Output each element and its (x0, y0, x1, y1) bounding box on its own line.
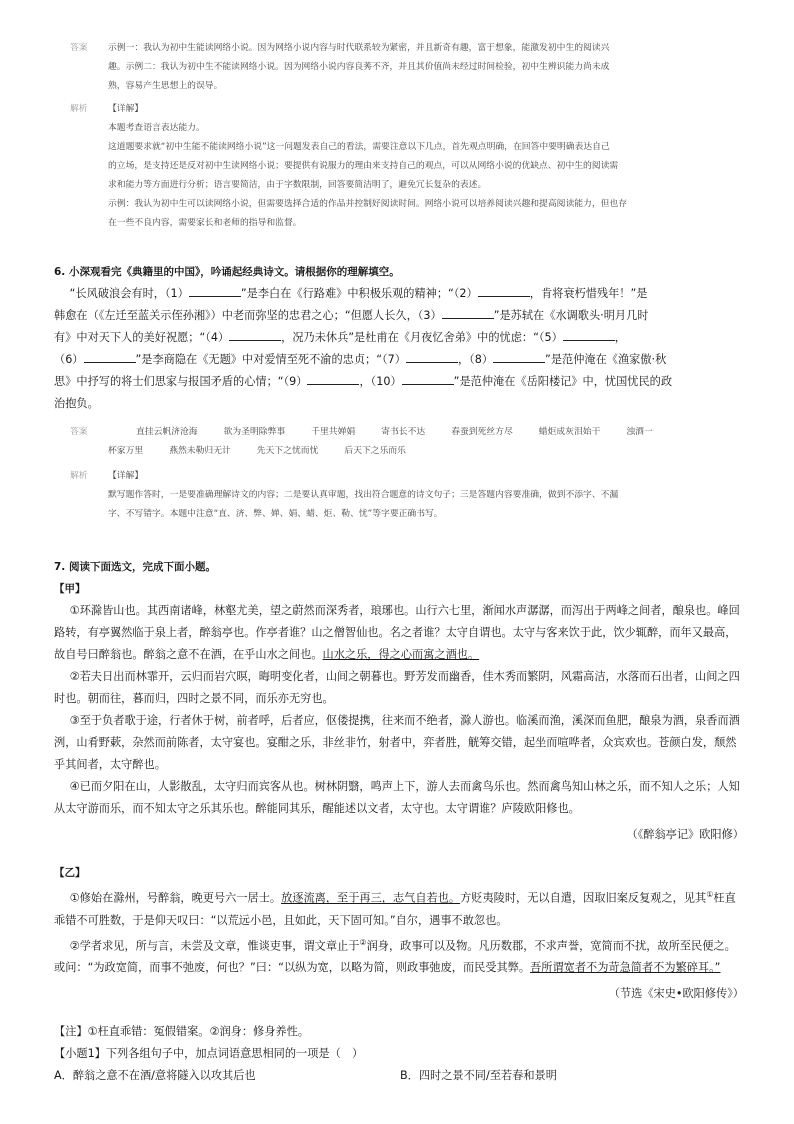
blank-5[interactable] (563, 328, 615, 341)
blank-2[interactable] (478, 284, 530, 297)
analysis-line: 求和能力等方面进行分析；语言要简洁，由于字数限制，回答要简洁明了，避免冗长复杂的表述。 (108, 180, 487, 190)
answers-row (108, 442, 740, 461)
answer-item: 寄书长不达 (381, 427, 426, 437)
answer-item: 先天下之忧而忧 (256, 446, 319, 456)
analysis-line: 在一些不良内容，需要家长和老师的指导和监督。 (108, 218, 302, 228)
answer-tag: 答案 (70, 427, 88, 437)
analysis-line: 示例：我认为初中生可以读网络小说，但需要选择合适的作品并控制好阅读时间。网络小说可以培养阅读兴趣和提高阅读能力，但也存 (108, 199, 628, 209)
q6-line-2: 韩愈在（《左迁至蓝关示侄孙湘》）中老而弥坚的忠君之心；“但愿人长久，（3） ”是苏轼在《水调歌头·明月几时 (54, 305, 744, 327)
analysis-tag: 解析 (70, 471, 88, 481)
yi-paragraph-2: ②学者求见，所与言，未尝及文章，惟谈吏事，谓文章止于②润身，政事可以及物。凡历数郡，不求声誉，宽简而不扰，故所至民便之。或问：“为政宽简，而事不弛废，何也？”曰：“以纵为宽，以略为简，则政事弛废，而民受其弊。吾所谓宽者不为苛急简者不为繁碎耳。” (54, 937, 736, 975)
answer-item: 浊酒一 (626, 427, 653, 437)
note-marker: ② (359, 937, 367, 947)
note-marker: ① (706, 890, 714, 899)
answer-item: 欲为圣明除弊事 (223, 427, 286, 437)
options-row (54, 1065, 744, 1087)
analysis-line: 【详解】 (108, 471, 144, 481)
jia-source: （《醉翁亭记》欧阳修） (626, 828, 744, 841)
q6-analysis-block (70, 467, 740, 524)
answer-item: 杯家万里 (108, 446, 144, 456)
blank-4[interactable] (229, 328, 281, 341)
answer-item: 蜡炬成灰泪始干 (538, 427, 601, 437)
yi-paragraph-1: ①修始在滁州，号醉翁，晚更号六一居士。放逐流离，至于再三，志气自若也。方贬夷陵时，无以自遣，因取旧案反复观之，见其①枉直乖错不可胜数，于是仰天叹曰：“以荒远小邑，且如此，天下固可知。”自尔，遇事不敢忽也。 (54, 890, 736, 927)
answer-line: 熟，容易产生思想上的误导。 (108, 81, 223, 91)
blank-6[interactable] (84, 350, 136, 363)
answers-row (108, 423, 740, 442)
q6-line-4: （6） ”是李商隐在《无题》中对爱情至死不渝的忠贞；“（7） ，（8） ”是范仲淹在《渔家傲·秋 (54, 349, 744, 371)
analysis-line: 【详解】 (108, 104, 144, 114)
q6-block (54, 261, 744, 415)
answer-line: 趣。示例二：我认为初中生不能读网络小说。因为网络小说内容良莠不齐，并且其价值尚未经过时间检验，初中生辨识能力尚未成 (108, 62, 610, 72)
analysis-line: 本题考查语言表达能力。 (108, 123, 205, 133)
q6-title: 6. 小深观看完《典籍里的中国》，吟诵起经典诗文。请根据你的理解填空。 (54, 266, 400, 278)
blank-8[interactable] (493, 350, 545, 363)
blank-7[interactable] (406, 350, 458, 363)
q6-line-6: 治抱负。 (54, 397, 99, 410)
sub-question-1: 【小题1】下列各组句子中，加点词语意思相同的一项是（ ） (54, 1047, 364, 1061)
underlined-sentence: 吾所谓宽者不为苛急简者不为繁碎耳。” (530, 961, 721, 975)
q5-analysis-block (70, 100, 740, 233)
answer-tag: 答案 (70, 43, 88, 53)
blank-3[interactable] (442, 306, 494, 319)
answer-item: 燕然未勒归无计 (169, 446, 231, 456)
answer-item: 直挂云帆济沧海 (136, 427, 198, 437)
jia-paragraph-1: ①环滁皆山也。其西南诸峰，林壑尤美，望之蔚然而深秀者，琅琊也。山行六七里，渐闻水声潺潺，而泻出于两峰之间者，酿泉也。峰回路转，有亭翼然临于泉上者，醉翁亭也。作亭者谁？山之僧智仙也。名之者谁？太守自谓也。太守与客来饮于此，饮少辄醉，而年又最高，故自号曰醉翁也。醉翁之意不在酒，在乎山水之间也。山水之乐，得之心而寓之酒也。 (54, 604, 740, 661)
jia-paragraph-3: ③至于负者歌于途，行者休于树，前者呼，后者应，伛偻提携，往来而不绝者，滁人游也。临溪而渔，溪深而鱼肥，酿泉为酒，泉香而酒洌，山肴野蔌，杂然而前陈者，太守宴也。宴酣之乐，非丝非竹，射者中，弈者胜，觥筹交错，起坐而喧哗者，众宾欢也。苍颜白发，颓然乎其间者，太守醉也。 (54, 714, 740, 771)
analysis-line: 这道题要求就“初中生能不能读网络小说”这一问题发表自己的看法，需要注意以下几点，首先观点明确，在回答中要明确表达自己 (108, 142, 610, 152)
analysis-line: 的立场，是支持还是反对初中生读网络小说；要提供有说服力的理由来支持自己的观点，可以从网络小说的优缺点、初中生的阅读需 (108, 161, 619, 171)
analysis-tag: 解析 (70, 104, 88, 114)
q7-title: 7. 阅读下面选文，完成下面小题。 (54, 561, 216, 573)
underlined-sentence: 山水之乐，得之心而寓之酒也。 (322, 648, 480, 661)
jia-label: 【甲】 (54, 583, 86, 595)
q6-answer-block (70, 423, 740, 461)
q6-line-3: 有》中对天下人的美好祝愿；“（4） ，况乃未休兵”是杜甫在《月夜忆舍弟》中的忧虑：“（5） ， (54, 327, 744, 349)
answer-item: 后天下之乐而乐 (344, 446, 406, 456)
answer-item: 千里共婵娟 (311, 427, 356, 437)
blank-10[interactable] (402, 372, 454, 385)
answer-line: 示例一：我认为初中生能读网络小说。因为网络小说内容与时代联系较为紧密，并且新奇有趣，富于想象，能激发初中生的阅读兴 (108, 43, 610, 53)
notes: 【注】①枉直乖错：冤假错案。②润身：修身养性。 (54, 1025, 309, 1039)
underlined-sentence: 放逐流离，至于再三，志气自若也。 (281, 891, 461, 905)
blank-9[interactable] (307, 372, 359, 385)
q6-line-1: “长风破浪会有时，（1） ”是李白在《行路难》中积极乐观的精神；“（2） ，肯将衰朽惜残年！”是 (54, 283, 744, 305)
option-b[interactable]: B．四时之景不同/至若春和景明 (400, 1069, 557, 1083)
analysis-line: 默写题作答时，一是要准确理解诗文的内容；二是要认真审题，找出符合题意的诗文句子；三是答题内容要准确，做到不添字、不漏 (108, 490, 619, 500)
yi-label: 【乙】 (54, 867, 86, 879)
answer-item: 春蚕到死丝方尽 (451, 427, 513, 437)
q6-line-5: 思》中抒写的将士们思家与报国矛盾的心情；“（9） ，（10） ”是范仲淹在《岳阳楼记》中，忧国忧民的政 (54, 371, 744, 393)
blank-1[interactable] (189, 284, 241, 297)
option-a[interactable]: A．醉翁之意不在酒/意将隧入以攻其后也 (54, 1069, 256, 1083)
q5-answer-block (70, 39, 740, 96)
analysis-line: 字、不写错字。本题中注意“直、济、弊、婵、娟、蜡、炬、勒、忧”等字要正确书写。 (108, 509, 443, 519)
jia-paragraph-4: ④已而夕阳在山，人影散乱，太守归而宾客从也。树林阴翳，鸣声上下，游人去而禽鸟乐也。然而禽鸟知山林之乐，而不知人之乐；人知从太守游而乐，而不知太守之乐其乐也。醉能同其乐，醒能述以文者，太守也。太守谓谁？庐陵欧阳修也。 (54, 780, 740, 815)
yi-source: （节选《宋史•欧阳修传》） (608, 987, 744, 1001)
jia-paragraph-2: ②若夫日出而林霏开，云归而岩穴暝，晦明变化者，山间之朝暮也。野芳发而幽香，佳木秀而繁阴，风霜高洁，水落而石出者，山间之四时也。朝而往，暮而归，四时之景不同，而乐亦无穷也。 (54, 670, 740, 705)
q7-block (54, 556, 744, 1087)
